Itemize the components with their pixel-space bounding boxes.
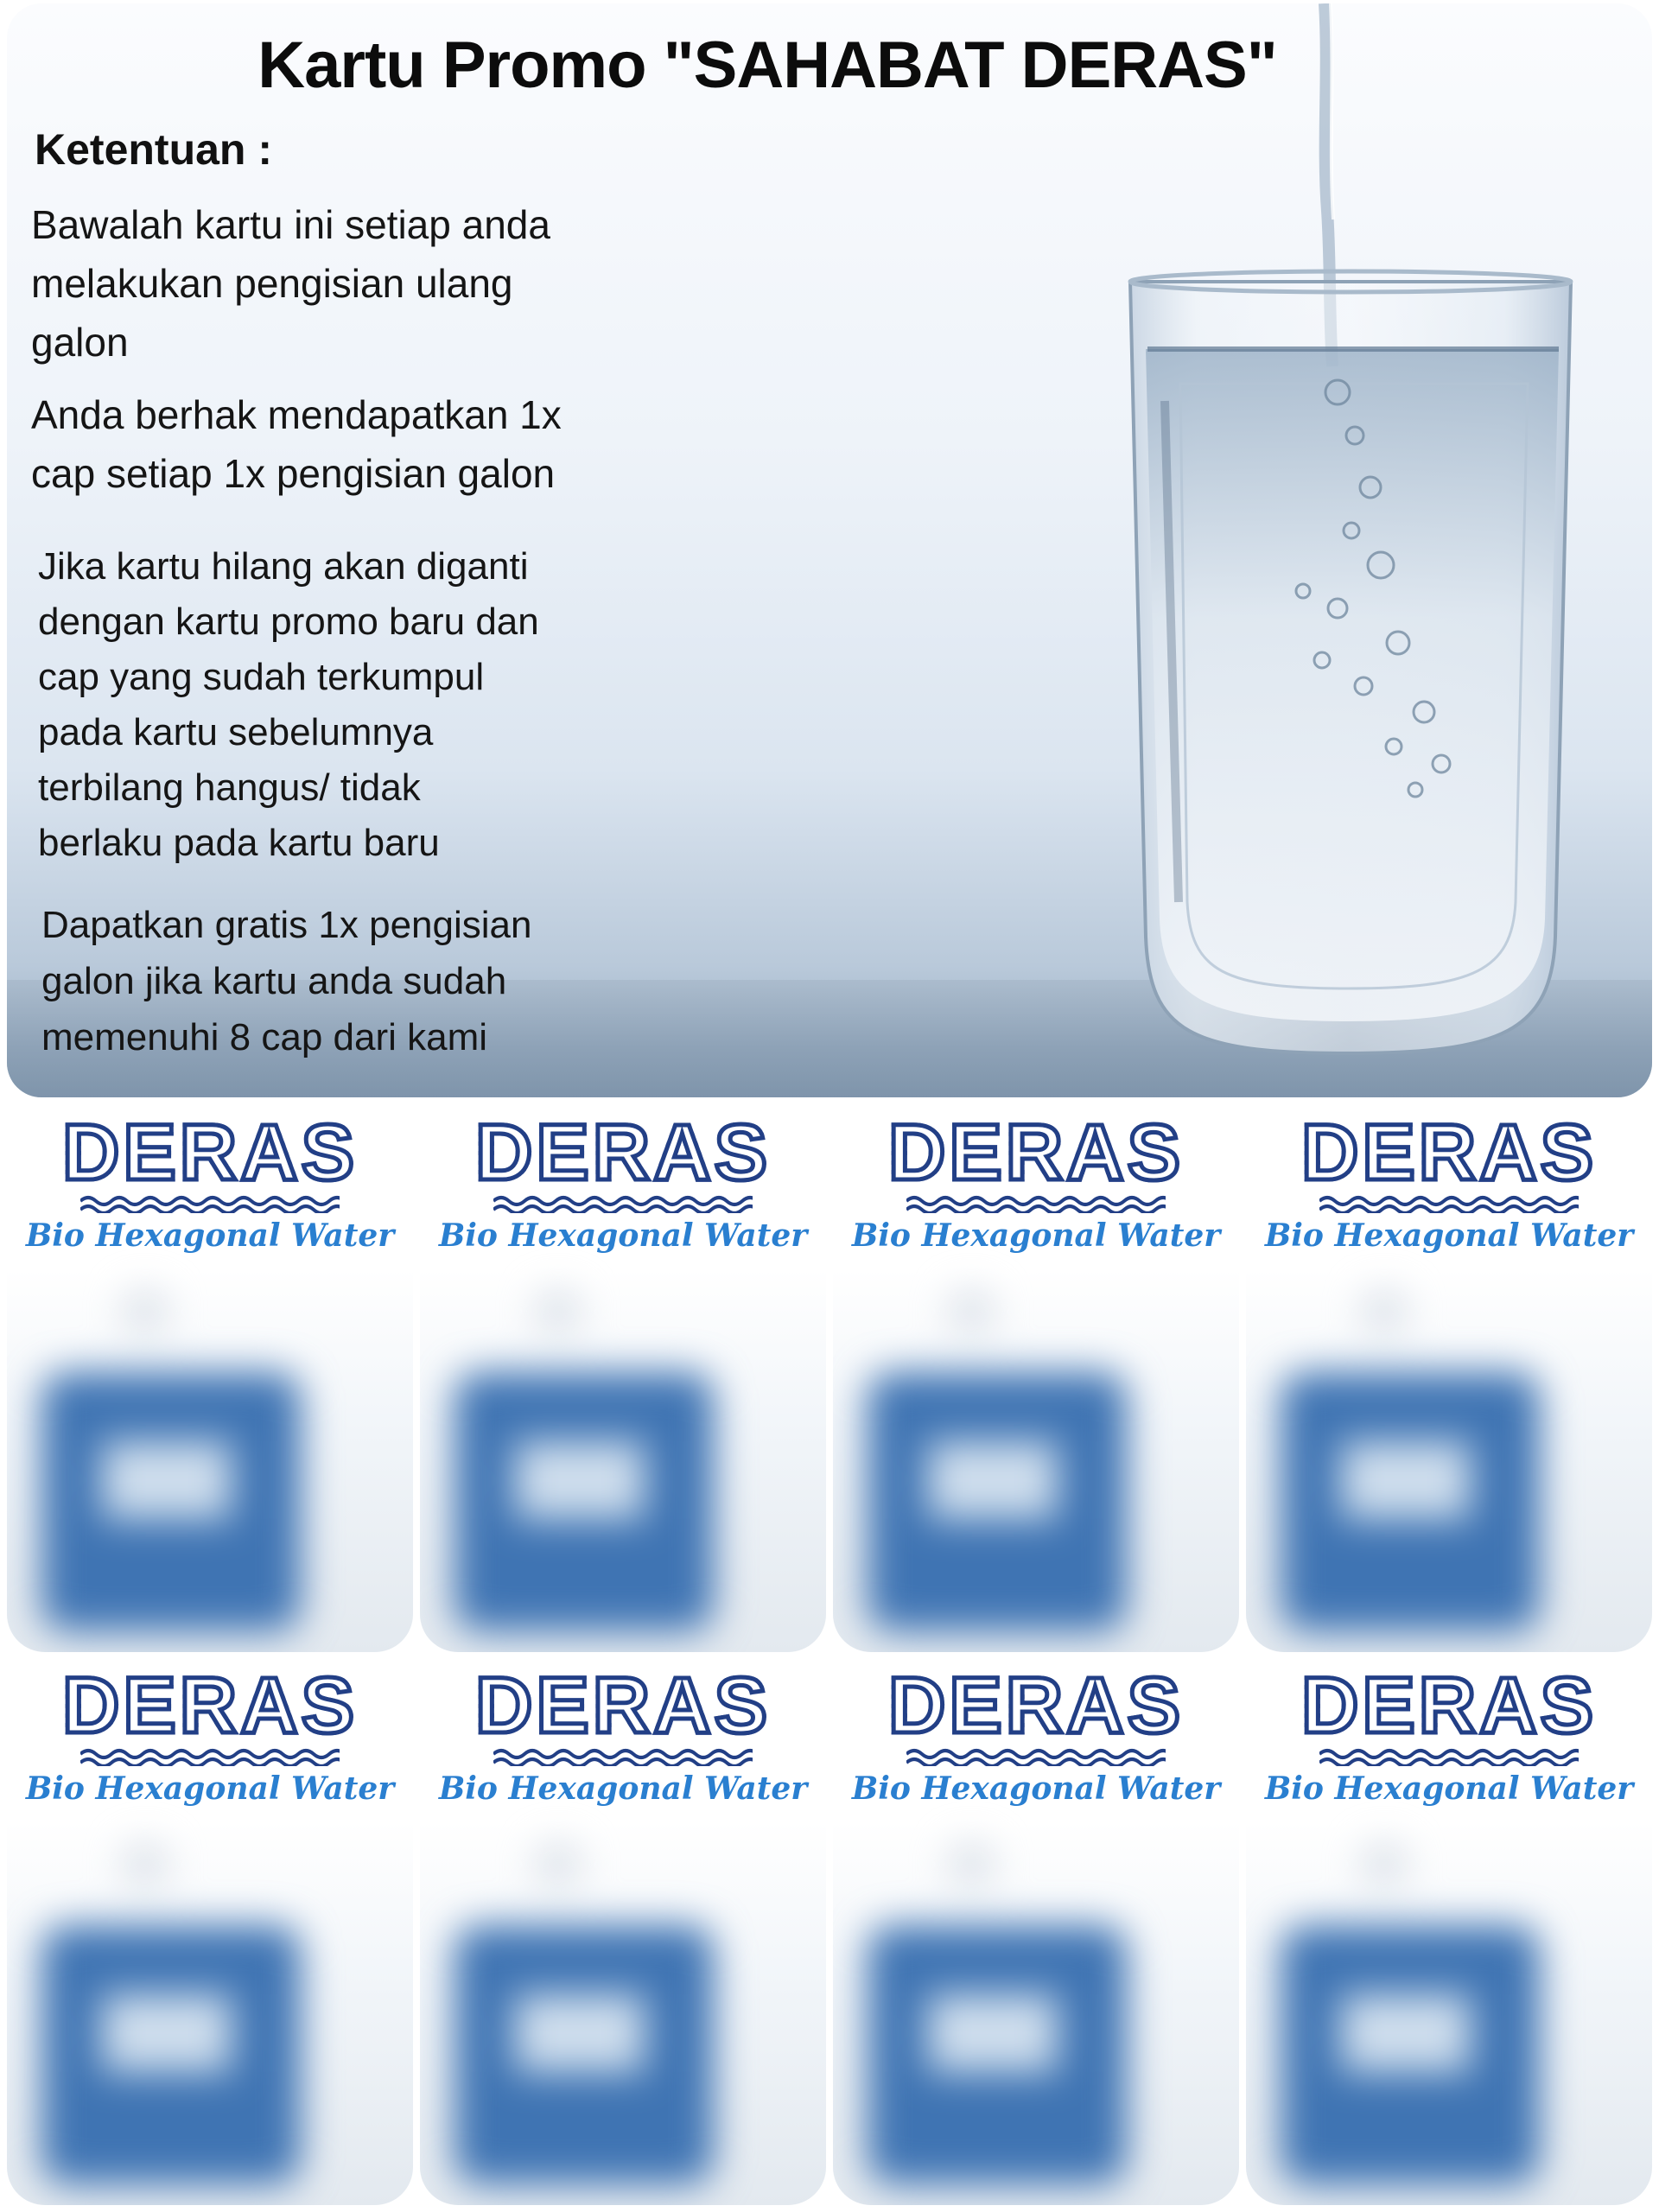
stamp-logo [420, 1109, 826, 1254]
stamp-logo [833, 1109, 1239, 1254]
promo-card-header [7, 3, 1652, 1097]
stamp-slot [420, 1104, 826, 1652]
stamp-logo [420, 1662, 826, 1807]
brand-wordmark: DERAS [474, 1662, 772, 1750]
waves-icon [493, 1747, 753, 1766]
brand-tagline: Bio Hexagonal Water [851, 1770, 1221, 1807]
blurred-logo-icon [7, 1821, 413, 2205]
brand-tagline: Bio Hexagonal Water [1264, 1770, 1634, 1807]
waves-icon [80, 1747, 340, 1766]
brand-wordmark: DERAS [1300, 1662, 1598, 1750]
brand-wordmark: DERAS [61, 1662, 359, 1750]
stamp-slot [7, 1104, 413, 1652]
stamp-slot [1246, 1104, 1652, 1652]
brand-tagline: Bio Hexagonal Water [851, 1217, 1221, 1254]
brand-wordmark: DERAS [887, 1662, 1185, 1750]
brand-tagline: Bio Hexagonal Water [25, 1217, 395, 1254]
brand-tagline: Bio Hexagonal Water [438, 1770, 808, 1807]
rules-heading: Ketentuan : [35, 125, 272, 174]
stamp-logo [7, 1662, 413, 1807]
blurred-logo-icon [833, 1821, 1239, 2205]
brand-wordmark: DERAS [474, 1109, 772, 1197]
stamp-logo [1246, 1662, 1652, 1807]
blurred-logo-icon [1246, 1821, 1652, 2205]
brand-tagline: Bio Hexagonal Water [1264, 1217, 1634, 1254]
stamp-logo [833, 1662, 1239, 1807]
brand-wordmark: DERAS [887, 1109, 1185, 1197]
stamp-logo [7, 1109, 413, 1254]
stamp-slot [420, 1657, 826, 2205]
waves-icon [493, 1194, 753, 1213]
brand-tagline: Bio Hexagonal Water [25, 1770, 395, 1807]
brand-wordmark: DERAS [61, 1109, 359, 1197]
rule-text: Dapatkan gratis 1x pengisian galon jika kartu anda sudah memenuhi 8 cap dari kami [41, 904, 532, 1058]
rule-text: Bawalah kartu ini setiap anda melakukan pengisian ulang galon [31, 202, 550, 365]
blurred-logo-icon [833, 1268, 1239, 1652]
blurred-logo-icon [420, 1268, 826, 1652]
stamp-slot [1246, 1657, 1652, 2205]
brand-wordmark: DERAS [1300, 1109, 1598, 1197]
blurred-logo-icon [420, 1821, 826, 2205]
stamp-slot [7, 1657, 413, 2205]
rule-text: Jika kartu hilang akan diganti dengan kartu promo baru dan cap yang sudah terkumpul pada kartu sebelumnya terbilang hangus/ tidak berlaku pada kartu baru [38, 545, 539, 864]
brand-tagline: Bio Hexagonal Water [438, 1217, 808, 1254]
rule-text: Anda berhak mendapatkan 1x cap setiap 1x pengisian galon [31, 392, 562, 496]
blurred-logo-icon [1246, 1268, 1652, 1652]
water-glass-image [1096, 3, 1580, 1097]
card-title: Kartu Promo "SAHABAT DERAS" [257, 29, 1277, 102]
waves-icon [906, 1194, 1166, 1213]
blurred-logo-icon [7, 1268, 413, 1652]
waves-icon [80, 1194, 340, 1213]
waves-icon [1319, 1194, 1579, 1213]
stamp-slot [833, 1104, 1239, 1652]
stamp-slot [833, 1657, 1239, 2205]
stamp-logo [1246, 1109, 1652, 1254]
waves-icon [1319, 1747, 1579, 1766]
waves-icon [906, 1747, 1166, 1766]
